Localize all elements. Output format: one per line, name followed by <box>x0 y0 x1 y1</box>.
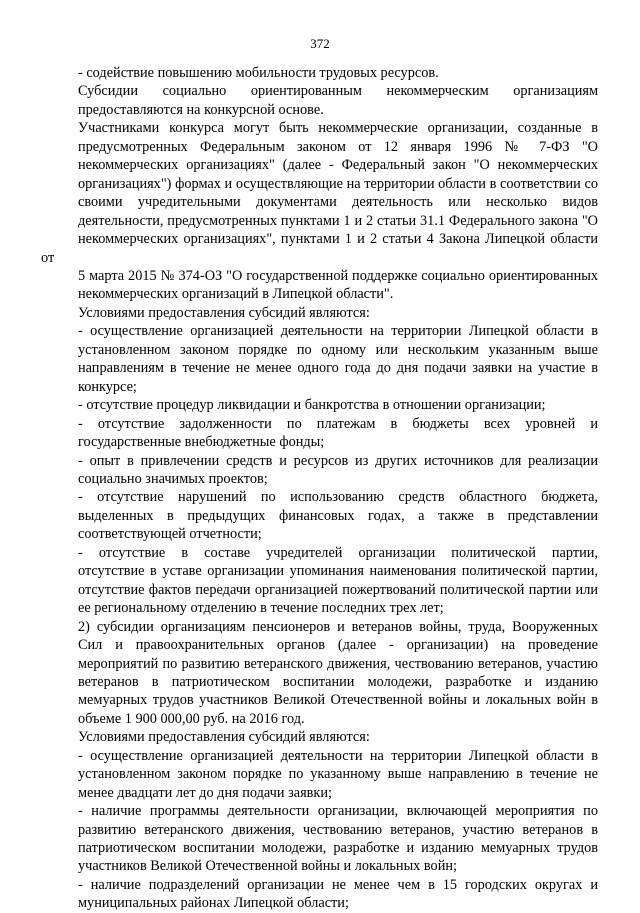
text-line: - отсутствие процедур ликвидации и банкротства в отношении организации; <box>78 397 546 414</box>
text-line: предусмотренных Федеральным законом от 12 января 1996 № 7-ФЗ "О <box>78 138 598 155</box>
text-line: деятельности, предусмотренных пунктами 1 и 2 статьи 31.1 Федерального закона "О <box>78 212 598 229</box>
text-line: объеме 1 900 000,00 руб. на 2016 год. <box>78 710 305 727</box>
text-line: Условиями предоставления субсидий являются: <box>78 729 370 746</box>
text-line: развитию ветеранского движения, чествованию ветеранов, участию ветеранов в <box>78 821 598 838</box>
text-line: соответствующей отчетности; <box>78 526 262 543</box>
text-line: отсутствие в уставе организации упоминания наименования политической партии, <box>78 563 598 580</box>
text-line: - наличие программы деятельности организации, включающей мероприятия по <box>78 803 598 820</box>
paragraph <box>41 82 598 119</box>
text-line: некоммерческих организациях" (далее - Федеральный закон "О некоммерческих <box>78 157 598 174</box>
text-line: - отсутствие задолженности по платежам в бюджеты всех уровней и <box>78 415 598 432</box>
paragraph <box>41 119 598 304</box>
text-line: мероприятий по развитию ветеранского движения, чествованию ветеранов, участию <box>78 655 598 672</box>
document-body <box>41 64 598 913</box>
text-line: организациях") формах и осуществляющие на территории области в соответствии со <box>78 175 598 192</box>
text-line: муниципальных районах Липецкой области; <box>78 895 349 912</box>
paragraph <box>41 728 598 746</box>
text-line: - отсутствие нарушений по использованию средств областного бюджета, <box>78 489 598 506</box>
text-line: участников Великой Отечественной войны и локальных войн; <box>78 858 457 875</box>
paragraph <box>41 488 598 543</box>
text-line: ее региональному отделению в течение последних трех лет; <box>78 600 444 617</box>
text-line: 5 марта 2015 № 374-ОЗ "О государственной поддержке социально ориентированных <box>78 267 598 284</box>
page-number: 372 <box>310 36 330 51</box>
text-line: - отсутствие в составе учредителей организации политической партии, <box>78 544 598 561</box>
paragraph <box>41 802 598 876</box>
text-line: ветеранов в патриотическом воспитании молодежи, разработке и изданию <box>78 673 598 690</box>
text-line: предоставляются на конкурсной основе. <box>78 101 324 118</box>
text-line: - содействие повышению мобильности трудовых ресурсов. <box>78 65 439 81</box>
text-line: конкурсе; <box>78 378 137 395</box>
paragraph <box>41 304 598 322</box>
paragraph <box>41 396 598 414</box>
text-line: установленном законом порядке по одному или нескольким указанным выше <box>78 341 598 358</box>
text-line: направлениям в течение не менее одного года до дня подачи заявки на участие в <box>78 360 598 377</box>
text-line: отсутствие фактов передачи организацией пожертвований политической партии или <box>78 581 598 598</box>
text-line: менее двадцати лет до дня подачи заявки; <box>78 784 332 801</box>
paragraph <box>41 322 598 396</box>
text-line: 2) субсидии организациям пенсионеров и ветеранов войны, труда, Вооруженных <box>78 618 598 635</box>
text-line: государственные внебюджетные фонды; <box>78 434 325 451</box>
text-line: Субсидии социально ориентированным некоммерческим организациям <box>78 83 598 100</box>
text-line: некоммерческих организациях", пунктами 1 и 2 статьи 4 Закона Липецкой области от <box>41 231 598 266</box>
text-line: своими учредительными документами деятельность или несколько видов <box>78 194 598 211</box>
text-line: мемуарных трудов участников Великой Отечественной войны и локальных войн в <box>78 692 598 709</box>
text-line: патриотическом воспитании молодежи, разработке и изданию мемуарных трудов <box>78 840 598 857</box>
text-line: Сил и правоохранительных органов (далее - организации) на проведение <box>78 637 598 654</box>
paragraph <box>41 876 598 913</box>
paragraph <box>41 747 598 802</box>
paragraph <box>41 452 598 489</box>
text-line: выделенных в предыдущих финансовых годах, а также в представлении <box>78 507 598 524</box>
text-line: некоммерческих организаций в Липецкой области". <box>78 286 394 303</box>
text-line: установленном законом порядке по указанному выше направлению в течение не <box>78 766 598 783</box>
paragraph <box>41 64 598 82</box>
text-line: - осуществление организацией деятельности на территории Липецкой области в <box>78 323 598 340</box>
text-line: - осуществление организацией деятельности на территории Липецкой области в <box>78 747 598 764</box>
paragraph <box>41 415 598 452</box>
paragraph <box>41 544 598 618</box>
text-line: - наличие подразделений организации не менее чем в 15 городских округах и <box>78 876 598 893</box>
text-line: социально значимых проектов; <box>78 470 268 487</box>
text-line: Условиями предоставления субсидий являются: <box>78 304 370 321</box>
paragraph <box>41 618 598 729</box>
text-line: - опыт в привлечении средств и ресурсов из других источников для реализации <box>78 452 598 469</box>
text-line: Участниками конкурса могут быть некоммерческие организации, созданные в <box>78 120 598 137</box>
